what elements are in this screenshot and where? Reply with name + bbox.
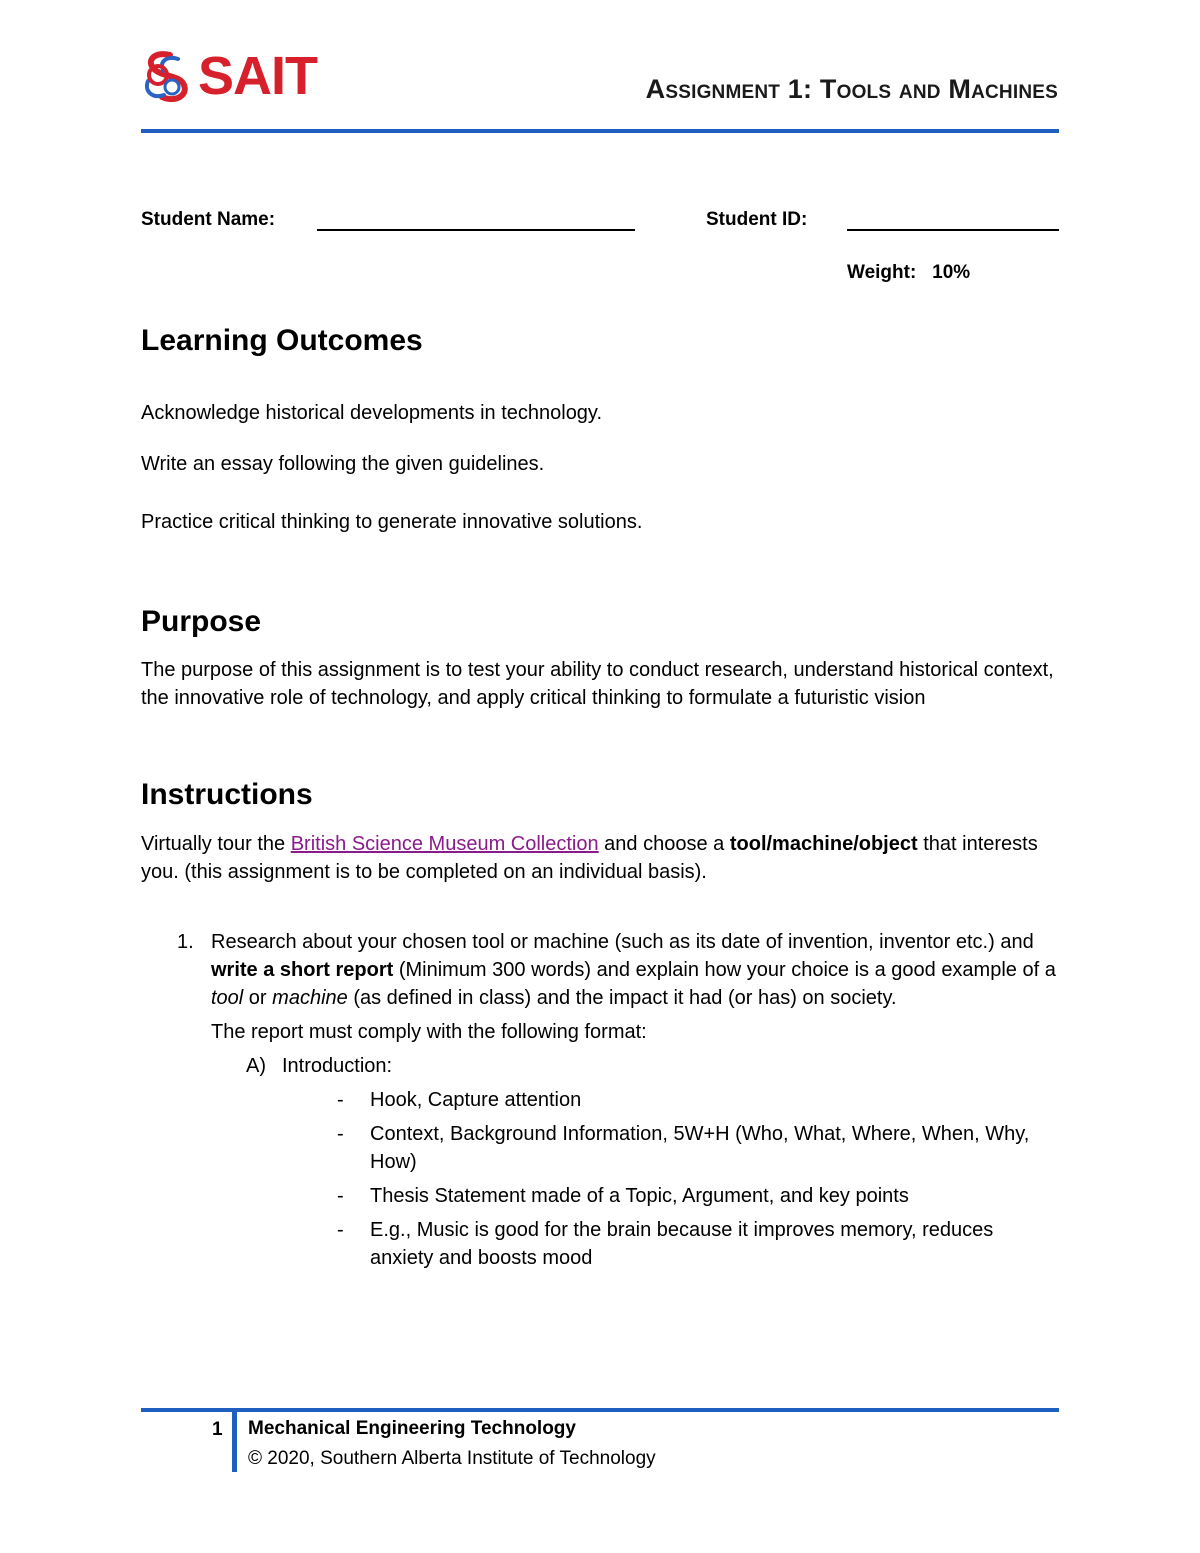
bullet-dash: - (337, 1089, 344, 1111)
bullet-dash: - (337, 1123, 344, 1145)
bullet-item (141, 1086, 1059, 1114)
footer-program: Mechanical Engineering Technology (248, 1418, 576, 1439)
student-name-blank[interactable] (317, 229, 635, 231)
bullet-text: E.g., Music is good for the brain because it improves memory, reduces anxiety and boosts mood (370, 1219, 994, 1269)
outcome-item: Practice critical thinking to generate innovative solutions. (141, 511, 643, 533)
bullet-item (141, 1120, 1059, 1176)
sub-item-label: A) (246, 1055, 266, 1077)
intro-text: that interests you. (this assignment is to be completed on an individual basis). (141, 833, 1038, 883)
header-divider (141, 129, 1059, 133)
museum-collection-link[interactable]: British Science Museum Collection (290, 833, 599, 855)
student-name-label: Student Name: (141, 209, 276, 230)
weight-value: 10% (932, 262, 971, 283)
footer-divider (141, 1408, 1059, 1412)
item-italic-text: machine (272, 987, 348, 1009)
intro-text: and choose a (598, 833, 730, 855)
student-id-blank[interactable] (847, 229, 1059, 231)
footer-copyright: © 2020, Southern Alberta Institute of Technology (248, 1448, 656, 1469)
instructions-heading: Instructions (141, 778, 313, 811)
footer-vertical-bar (232, 1410, 237, 1472)
purpose-text: The purpose of this assignment is to test your ability to conduct research, understand historical context, the innovative role of technology, and apply critical thinking to formulate a futuristic vision (141, 659, 1054, 709)
sait-logo (140, 48, 317, 104)
page-number: 1 (212, 1419, 223, 1440)
bullet-dash: - (337, 1185, 344, 1207)
student-id-label: Student ID: (706, 209, 808, 230)
bullet-text: Thesis Statement made of a Topic, Argument, and key points (370, 1185, 909, 1207)
bullet-text: Hook, Capture attention (370, 1089, 582, 1111)
bullet-text: Context, Background Information, 5W+H (Who, What, Where, When, Why, How) (370, 1123, 1030, 1173)
item-italic-text: tool (211, 987, 244, 1009)
item-text: or (243, 987, 273, 1009)
list-item-number: 1. (177, 931, 194, 953)
weight-info (847, 262, 970, 284)
bullet-item (141, 1182, 1059, 1210)
outcome-item: Acknowledge historical developments in technology. (141, 402, 603, 424)
bullet-item (141, 1216, 1059, 1272)
bullet-list (141, 1086, 1059, 1272)
intro-text: Virtually tour the (141, 833, 291, 855)
bullet-dash: - (337, 1219, 344, 1241)
sub-list-item (141, 1052, 1059, 1080)
learning-outcomes-heading: Learning Outcomes (141, 324, 423, 357)
weight-label: Weight: (847, 262, 917, 283)
outcome-item: Write an essay following the given guidelines. (141, 453, 545, 475)
sait-logo-mark-icon (140, 49, 192, 103)
logo-text: SAIT (198, 46, 318, 106)
document-title: Assignment 1: Tools and Machines (645, 74, 1058, 104)
intro-bold-text: tool/machine/object (729, 833, 918, 855)
sub-item-text: Introduction: (282, 1055, 393, 1077)
instructions-list (141, 928, 1059, 1278)
purpose-heading: Purpose (141, 605, 262, 638)
item-text: Research about your chosen tool or machine (such as its date of invention, inventor etc.) and (211, 931, 1034, 953)
format-text: The report must comply with the following format: (211, 1021, 647, 1043)
item-text: (Minimum 300 words) and explain how your choice is a good example of a (393, 959, 1056, 981)
item-bold-text: write a short report (211, 959, 394, 981)
list-item (141, 928, 1059, 1012)
item-text: (as defined in class) and the impact it had (or has) on society. (347, 987, 897, 1009)
instructions-intro (141, 830, 1059, 886)
